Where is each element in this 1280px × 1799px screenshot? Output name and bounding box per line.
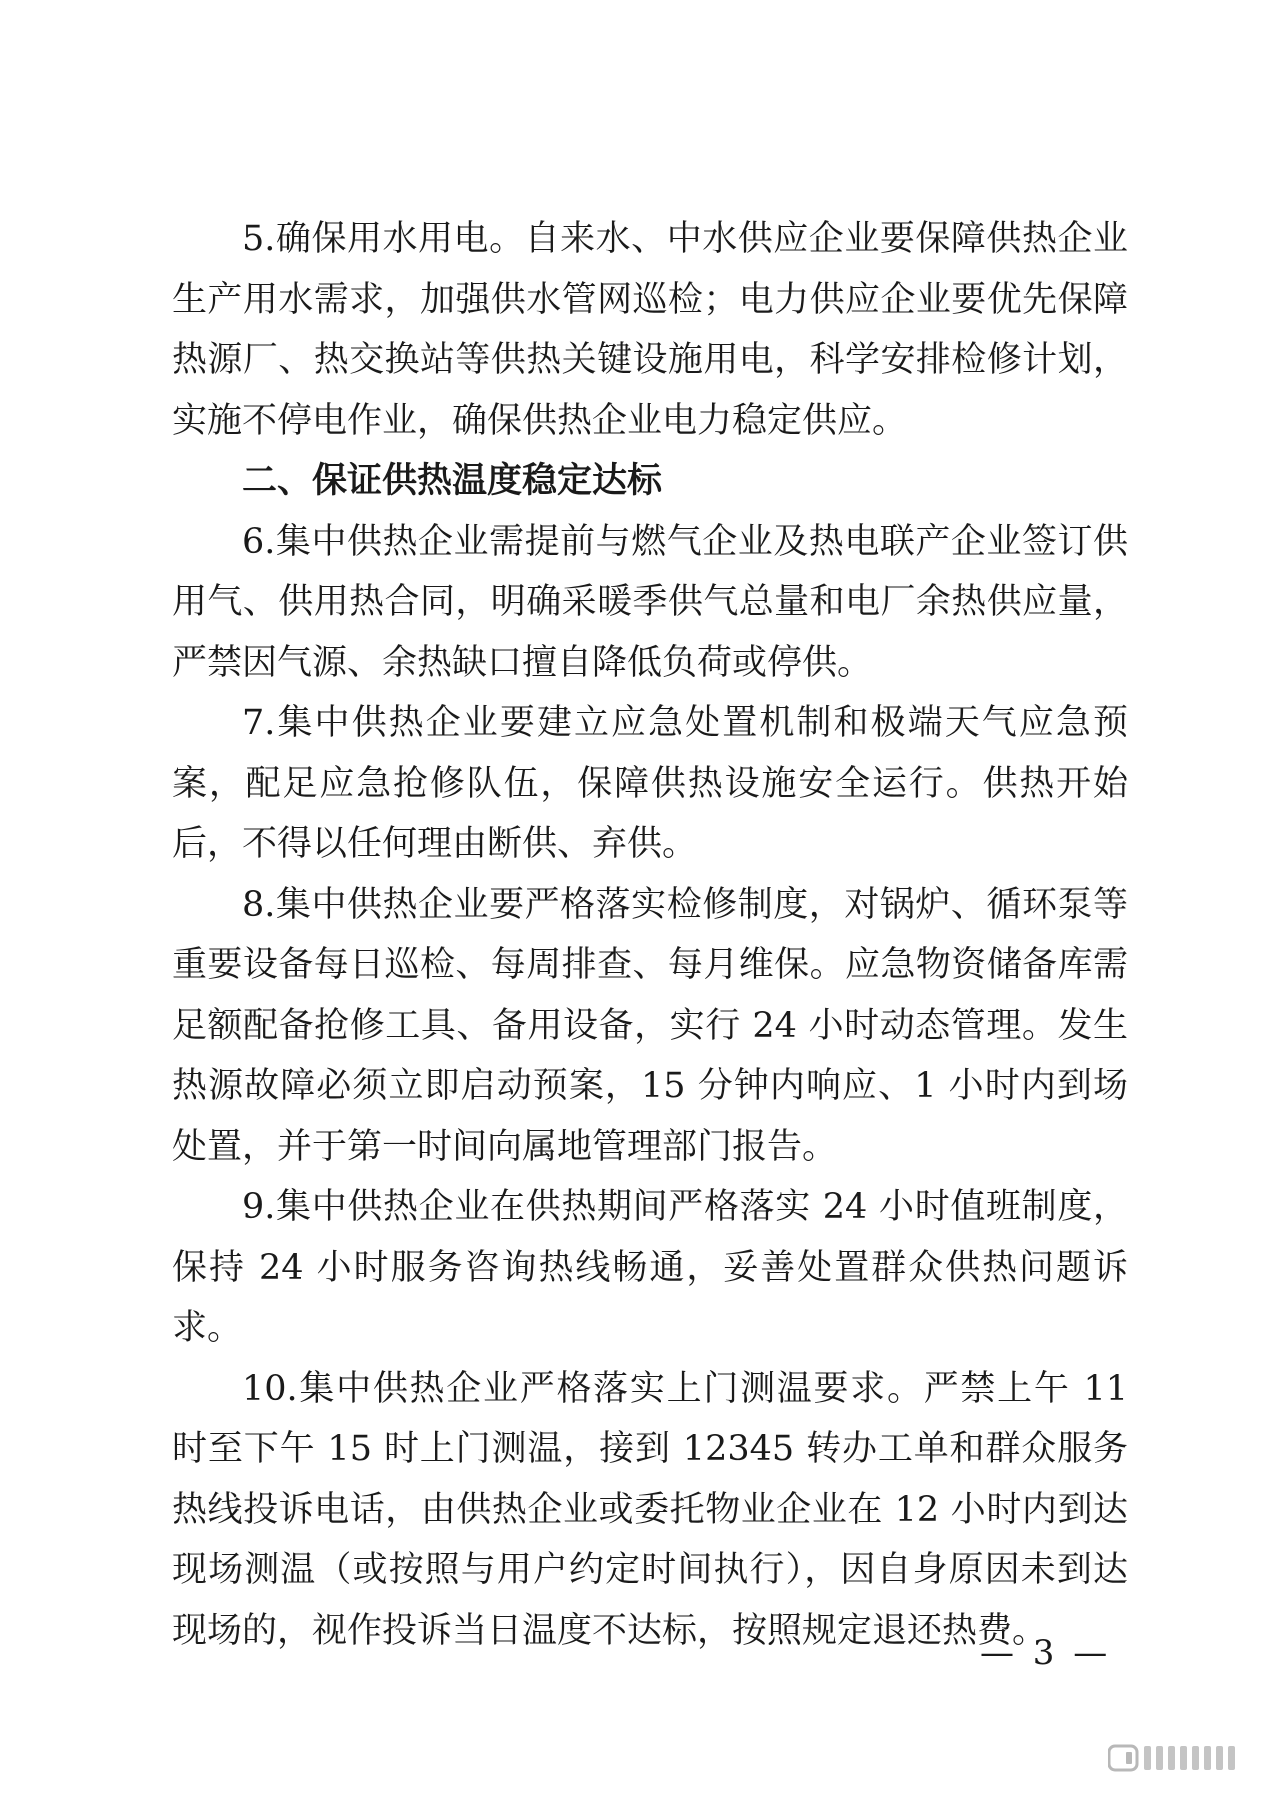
paragraph-item-8: 8.集中供热企业要严格落实检修制度，对锅炉、循环泵等重要设备每日巡检、每周排查、每月维保。应急物资储备库需足额配备抢修工具、备用设备，实行 24 小时动态管理。发生热源故障必须立即启动预案，15 分钟内响应、1 小时内到场处置，并于第一时间向属地管理部门报告。 xyxy=(172,884,1128,1167)
app-logo-icon xyxy=(1108,1743,1236,1773)
paragraph-item-5: 5.确保用水用电。自来水、中水供应企业要保障供热企业生产用水需求，加强供水管网巡检；电力供应企业要优先保障热源厂、热交换站等供热关键设施用电，科学安排检修计划，实施不停电作业，确保供热企业电力稳定供应。 xyxy=(172,219,1128,441)
paragraph-item-7: 7.集中供热企业要建立应急处置机制和极端天气应急预案，配足应急抢修队伍，保障供热设施安全运行。供热开始后，不得以任何理由断供、弃供。 xyxy=(172,703,1128,864)
page-number: — 3 — xyxy=(980,1633,1112,1673)
section-heading: 二、保证供热温度稳定达标 xyxy=(242,461,663,501)
document-body xyxy=(172,209,1128,1661)
paragraph-item-6: 6.集中供热企业需提前与燃气企业及热电联产企业签订供用气、供用热合同，明确采暖季供气总量和电厂余热供应量，严禁因气源、余热缺口擅自降低负荷或停供。 xyxy=(172,521,1128,683)
paragraph-item-9: 9.集中供热企业在供热期间严格落实 24 小时值班制度，保持 24 小时服务咨询热线畅通，妥善处置群众供热问题诉求。 xyxy=(172,1187,1128,1348)
paragraph-item-10: 10.集中供热企业严格落实上门测温要求。严禁上午 11 时至下午 15 时上门测温，接到 12345 转办工单和群众服务热线投诉电话，由供热企业或委托物业企业在 12 小时内到达现场测温（或按照与用户约定时间执行），因自身原因未到达现场的，视作投诉当日温度不达标，按照规定退还热费。 xyxy=(172,1368,1128,1651)
